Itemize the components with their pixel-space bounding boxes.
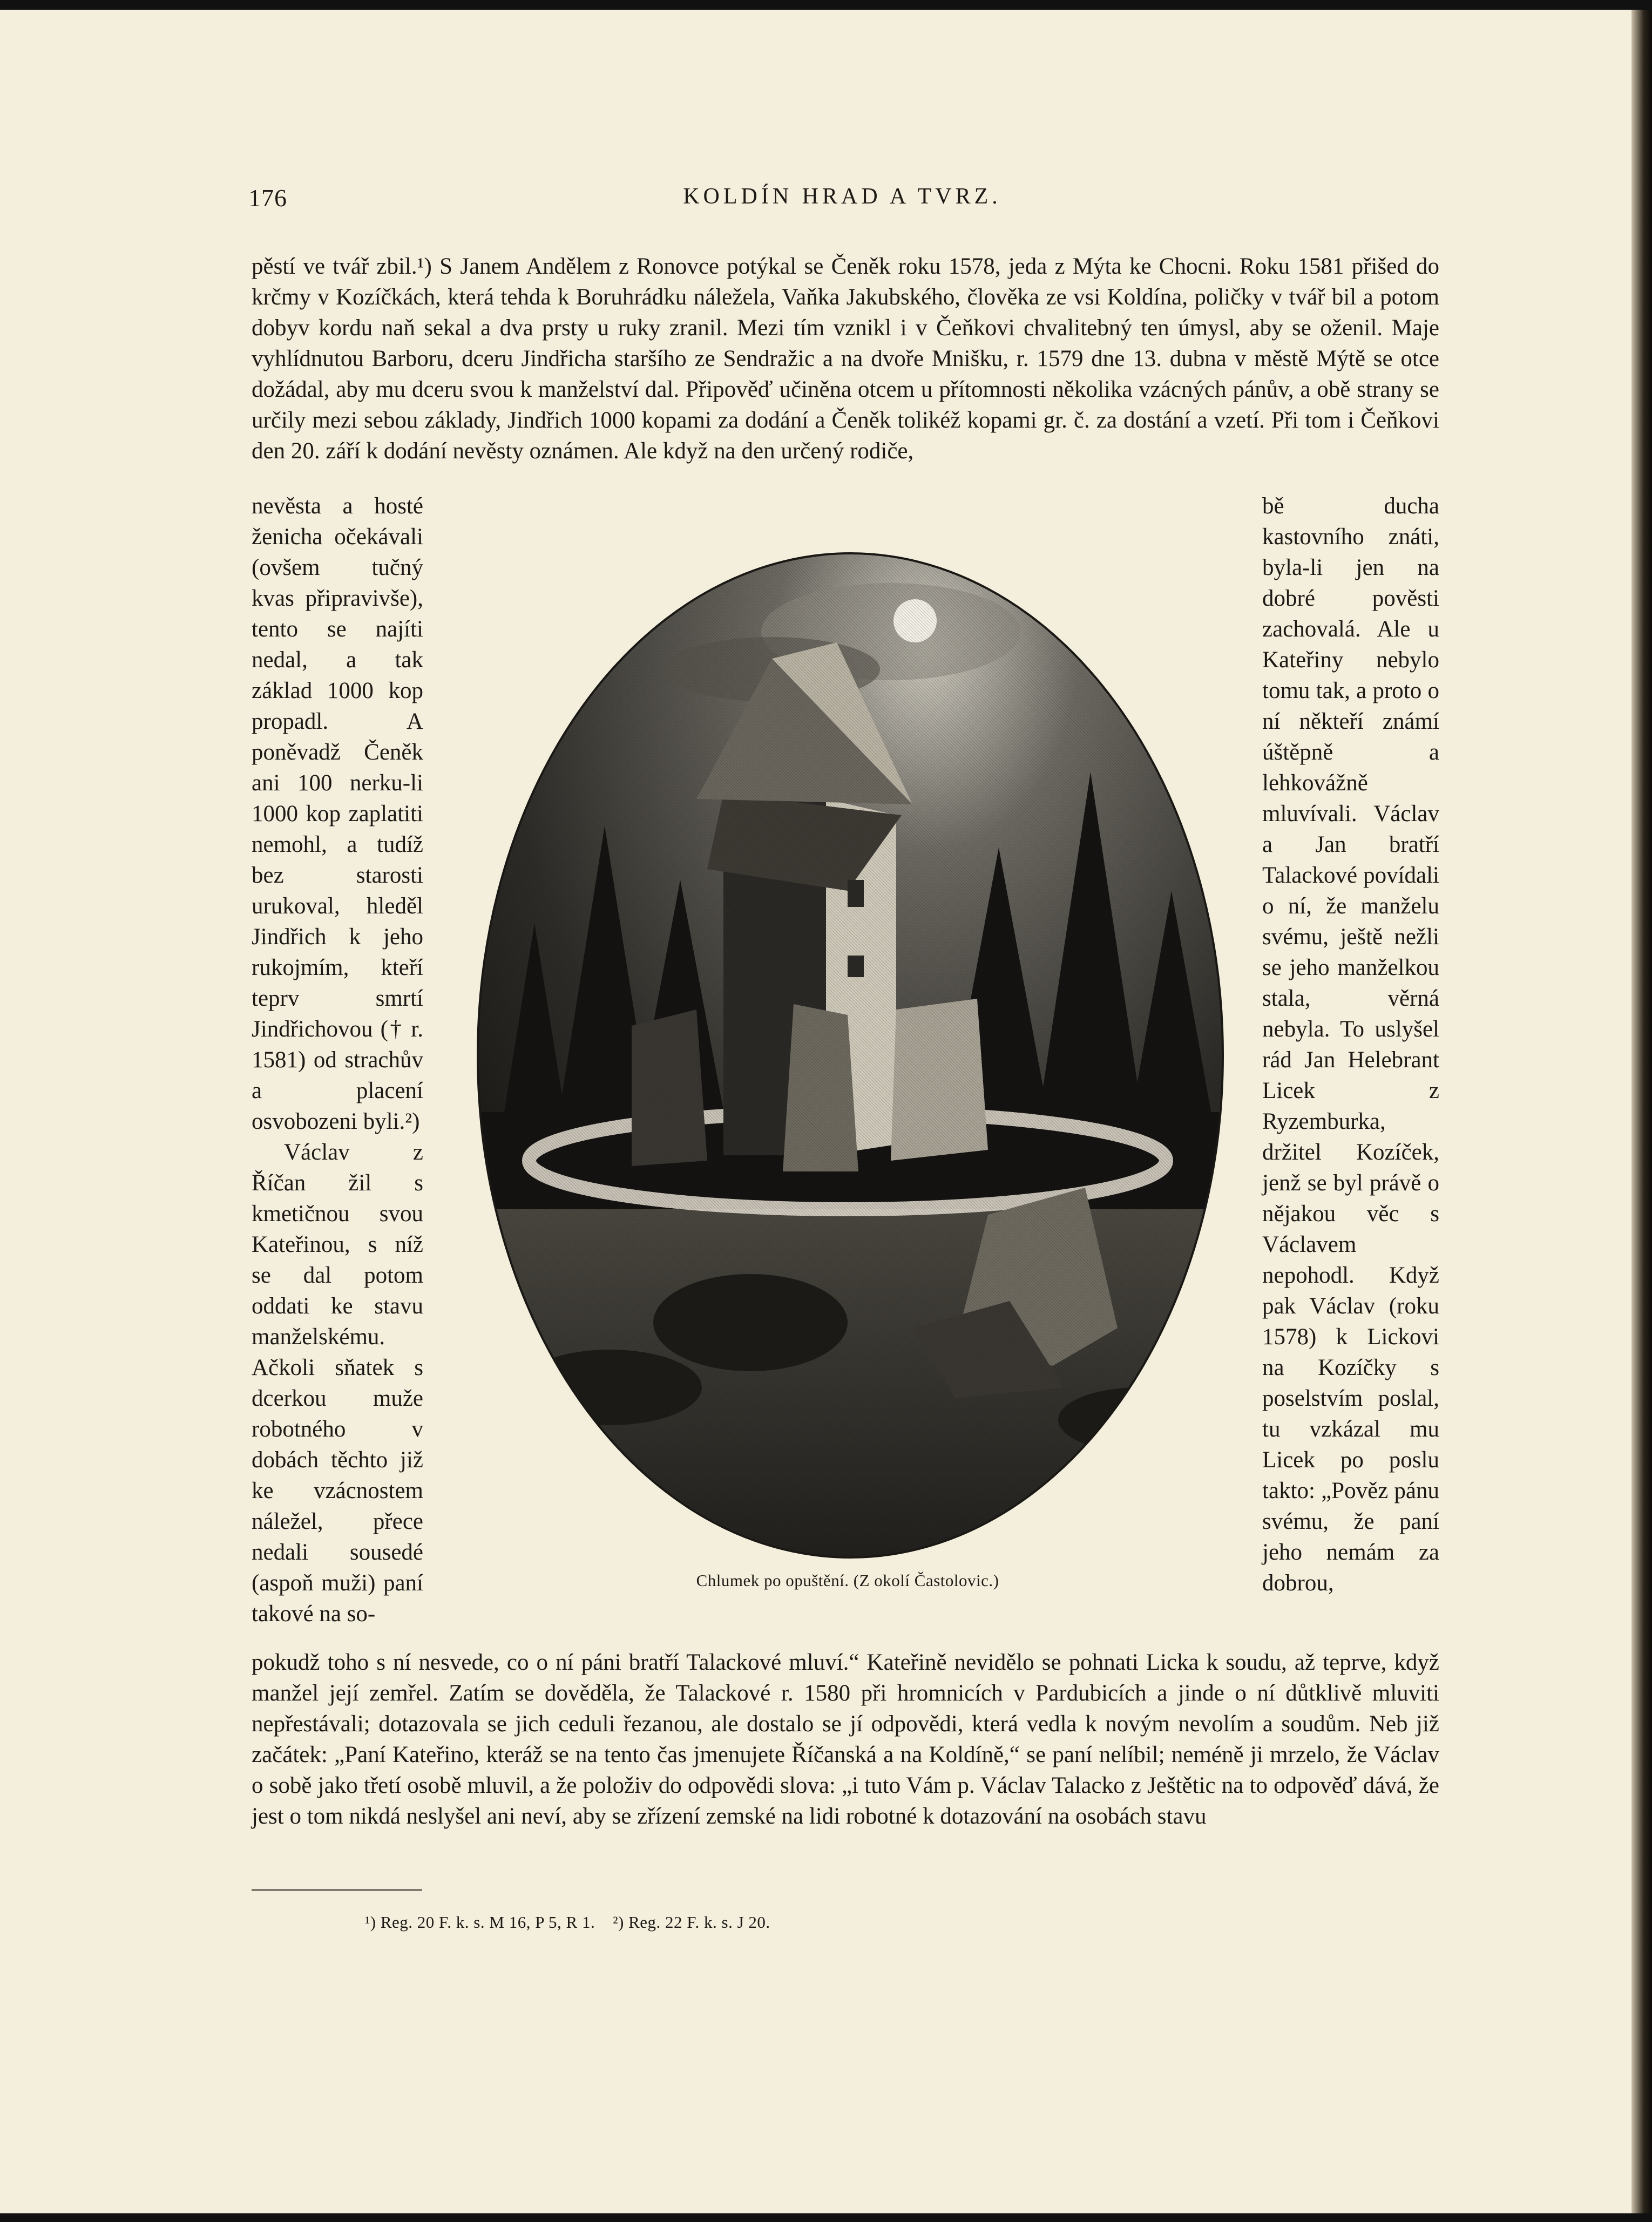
page-number: 176 [248, 184, 287, 212]
right-column-text [1262, 491, 1439, 1598]
book-spine-shadow [1631, 10, 1652, 2213]
left-column-text [252, 491, 423, 1629]
footnotes: ¹) Reg. 20 F. k. s. M 16, P 5, R 1. ²) Reg. 22 F. k. s. J 20. [365, 1913, 770, 1932]
figure-caption: Chlumek po opuštění. (Z okolí Častolovic.) [696, 1571, 999, 1590]
engraving-illustration [470, 545, 1231, 1566]
body-text-top [252, 251, 1439, 466]
body-text-bottom [252, 1647, 1439, 1832]
tower-ruin-engraving [470, 545, 1231, 1566]
paragraph: bě ducha kastovního znáti, byla-li jen na dobré pověsti zachovalá. Ale u Kateřiny nebylo tomu tak, a proto o ní někteří známí úštěpně a lehkovážně mluvívali. Václav a Jan bratří Talackové povídali o ní, že manželu svému, ještě nežli se jeho manželkou stala, věrná nebyla. To uslyšel rád Jan Helebrant Licek z Ryzemburka, držitel Kozíček, jenž se byl právě o nějakou věc s Václavem nepohodl. Když pak Václav (roku 1578) k Lickovi na Kozíčky s poselstvím poslal, tu vzkázal mu Licek po poslu takto: „Pověz pánu svému, že paní jeho nemám za dobrou, [1262, 493, 1439, 1596]
paragraph: pokudž toho s ní nesvede, co o ní páni bratří Talackové mluví.“ Kateřině nevidělo se pohnati Licka k soudu, až teprve, když manžel její zemřel. Zatím se dověděla, že Talackové r. 1580 při hromnicích v Pardubicích a jinde o ní důtklivě mluviti nepřestávali; dotazovala se jich ceduli řezanou, ale dostalo se jí odpovědi, která vedla k novým nevolím a soudům. Neb již začátek: „Paní Kateřino, kteráž se na tento čas jmenujete Říčanská a na Koldíně,“ se paní nelíbil; neméně ji mrzelo, že Václav o sobě jako třetí osobě mluvil, a že položiv do odpovědi slova: „i tuto Vám p. Václav Talacko z Ještětic na to odpověď dává, že jest o tom nikdá neslyšel ani neví, aby se zřízení zemské na lidi robotné k dotazování na osobách stavu [252, 1650, 1439, 1829]
paragraph: Václav z Říčan žil s kmetičnou svou Kateřinou, s níž se dal potom oddati ke stavu manželskému. Ačkoli sňatek s dcerkou muže robotného v dobách těchto již ke vzácnostem náležel, přece nedali sousedé (aspoň muži) paní takové na so- [252, 1140, 423, 1627]
page-header [248, 184, 1436, 216]
footnote-rule [252, 1889, 422, 1891]
running-title: KOLDÍN HRAD A TVRZ. [683, 184, 1001, 209]
paragraph: pěstí ve tvář zbil.¹) S Janem Andělem z Ronovce potýkal se Čeněk roku 1578, jeda z Mýta ke Chocni. Roku 1581 přišed do krčmy v Kozíčkách, která tehda k Boruhrádku náležela, Vaňka Jakubského, člověka ze vsi Koldína, poličky v tvář bil a potom dobyv kordu naň sekal a dva prsty u ruky zranil. Mezi tím vznikl i v Čeňkovi chvalitebný ten úmysl, aby se oženil. Maje vyhlídnutou Barboru, dceru Jindřicha staršího ze Sendražic a na dvoře Mnišku, r. 1579 dne 13. dubna v městě Mýtě se otce dožádal, aby mu dceru svou k manželství dal. Připověď učiněna otcem u přítomnosti několika vzácných pánův, a obě strany se určily mezi sebou základy, Jindřich 1000 kopami za dodání a Čeněk tolikéž kopami gr. č. za dostání a vzetí. Při tom i Čeňkovi den 20. září k dodání nevěsty oznámen. Ale když na den určený rodiče, [252, 254, 1439, 464]
paragraph: nevěsta a hosté ženicha očekávali (ovšem tučný kvas připravivše), tento se najíti nedal, a tak základ 1000 kop propadl. A poněvadž Čeněk ani 100 nerku-li 1000 kop zaplatiti nemohl, a tudíž bez starosti urukoval, hleděl Jindřich k jeho rukojmím, kteří teprv smrtí Jindřichovou († r. 1581) od strachův a placení osvobozeni byli.²) [252, 493, 423, 1134]
